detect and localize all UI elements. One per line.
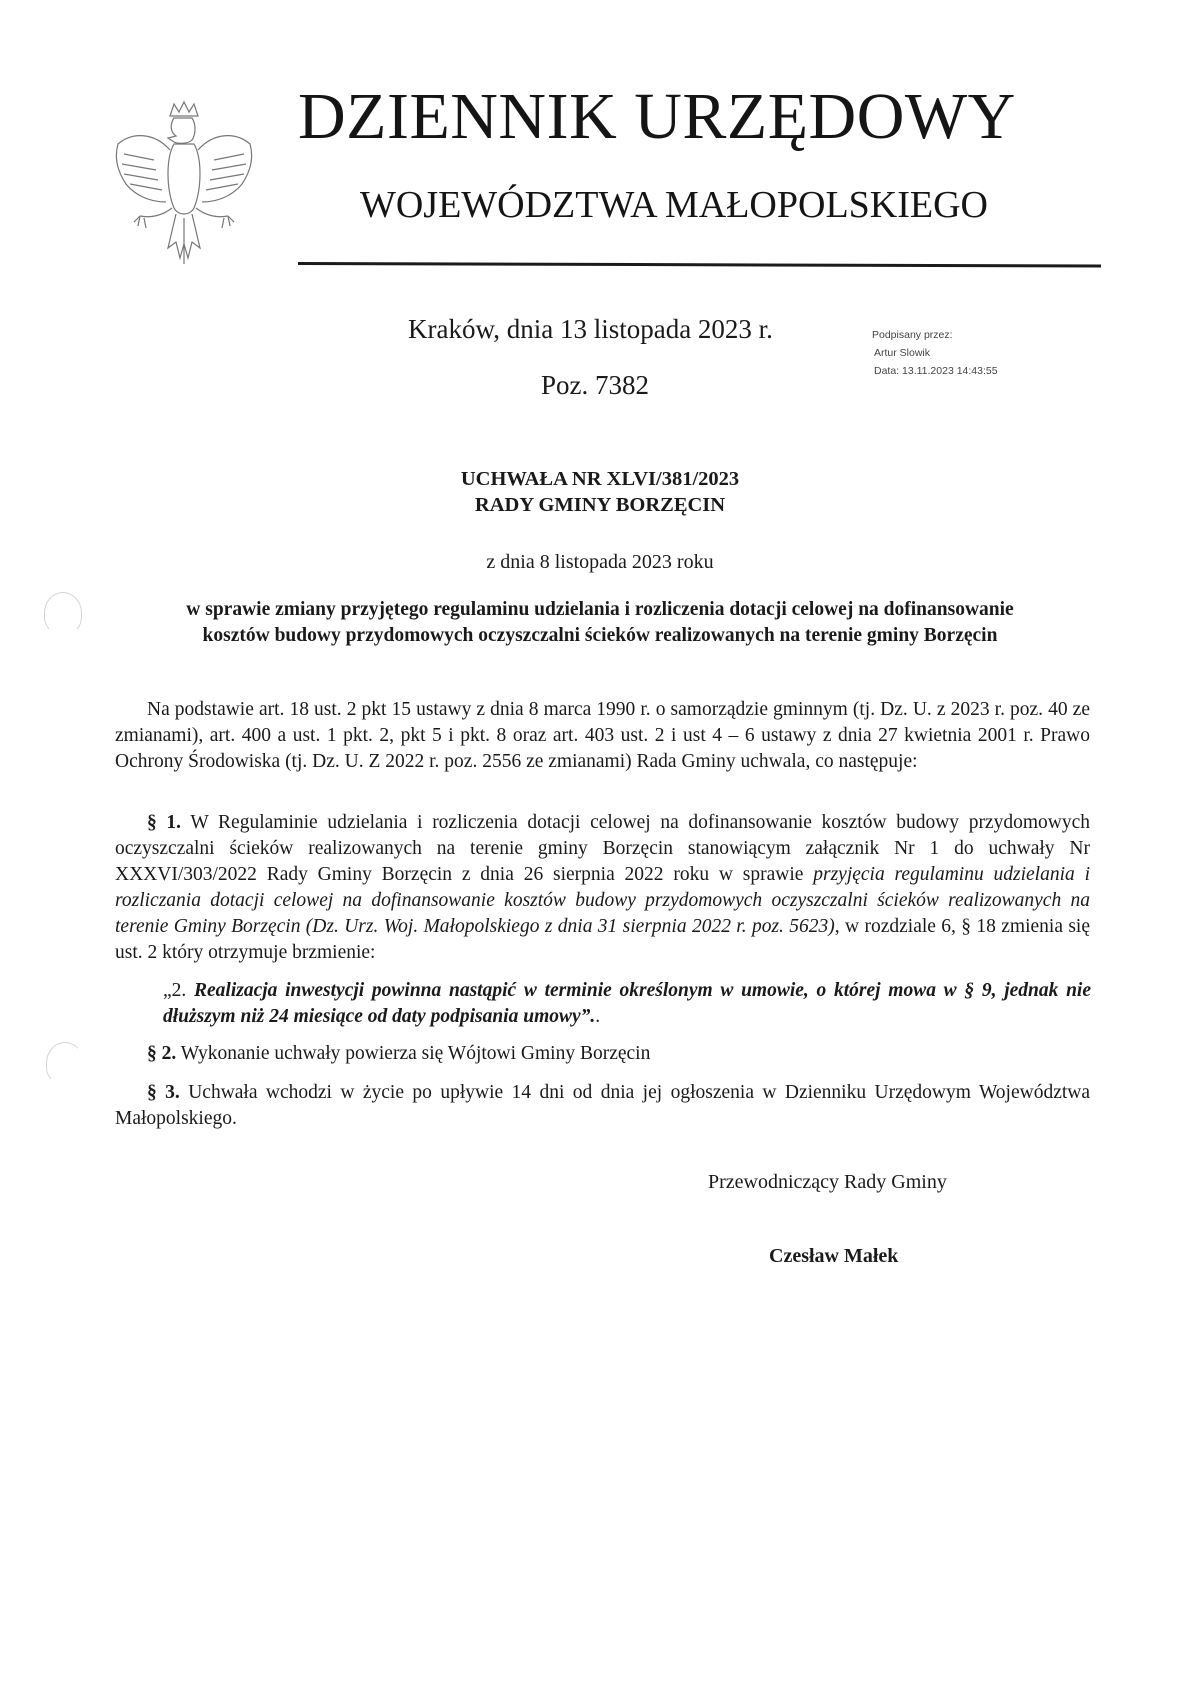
section-3-text: Uchwała wchodzi w życie po upływie 14 dni od dnia jej ogłoszenia w Dzienniku Urzędowym Województwa Małopolskiego.: [115, 1082, 1091, 1129]
section-2-text: Wykonanie uchwały powierza się Wójtowi Gminy Borzęcin: [176, 1043, 651, 1064]
section-3-mark: § 3.: [147, 1082, 180, 1103]
resolution-date: z dnia 8 listopada 2023 roku: [486, 551, 714, 573]
section-1-text: W Regulaminie udzielania i rozliczenia dotacji celowej na dofinansowanie kosztów budowy przydomowych oczyszczalni ścieków realizowanych na terenie gminy Borzęcin stanowiącym załącznik Nr 1 do uchwały Nr XXXVI/303/2022 Rady Gminy Borzęcin z dnia 26 sierpnia 2022 roku w sprawie: [115, 812, 1090, 885]
digital-signature-stamp: [872, 326, 998, 380]
journal-title: DZIENNIK URZĘDOWY: [298, 80, 1016, 153]
polish-eagle-emblem-icon: [104, 98, 264, 270]
punch-hole-mark: [46, 1042, 84, 1084]
section-1-paragraph: [115, 810, 1090, 966]
publication-place-date: Kraków, dnia 13 listopada 2023 r.: [408, 314, 773, 344]
masthead-divider: [298, 262, 1101, 268]
resolution-subject-line-2: kosztów budowy przydomowych oczyszczalni ścieków realizowanych na terenie gminy Borzęcin: [202, 625, 998, 646]
signature-date: Data: 13.11.2023 14:43:55: [874, 365, 998, 377]
amended-provision-quote: [163, 978, 1091, 1030]
quote-close: .: [595, 1006, 601, 1027]
resolution-subject: [100, 597, 1100, 649]
signatory-name: Czesław Małek: [769, 1245, 899, 1267]
publication-position: Poz. 7382: [541, 370, 649, 400]
section-2-paragraph: [115, 1041, 1090, 1067]
journal-subtitle: WOJEWÓDZTWA MAŁOPOLSKIEGO: [360, 184, 988, 226]
signatory-role: Przewodniczący Rady Gminy: [708, 1171, 947, 1193]
quote-text: Realizacja inwestycji powinna nastąpić w terminie określonym w umowie, o której mowa w § 9, jednak nie dłuższym niż 24 miesiące od daty podpisania umowy”.: [163, 980, 1091, 1027]
section-1-text-end: , w rozdziale 6, § 18 zmienia się ust. 2 który otrzymuje brzmienie:: [115, 916, 1090, 963]
resolution-heading: [0, 466, 1200, 518]
section-1-mark: § 1.: [147, 812, 182, 833]
section-3-paragraph: [115, 1080, 1090, 1132]
resolution-subject-line-1: w sprawie zmiany przyjętego regulaminu udzielania i rozliczenia dotacji celowej na dofinansowanie: [186, 599, 1014, 620]
punch-hole-mark: [44, 592, 82, 634]
signature-label: Podpisany przez:: [872, 329, 953, 341]
section-2-mark: § 2.: [147, 1043, 177, 1064]
section-1-cited-title: przyjęcia regulaminu udzielania i rozliczania dotacji celowej na dofinansowanie kosztów budowy przydomowych oczyszczalni ścieków realizowanych na terenie Gminy Borzęcin (Dz. Urz. Woj. Małopolskiego z dnia 31 sierpnia 2022 r. poz. 5623): [115, 864, 1090, 937]
resolution-number: UCHWAŁA NR XLVI/381/2023: [460, 468, 740, 490]
legal-basis-paragraph: Na podstawie art. 18 ust. 2 pkt 15 ustawy z dnia 8 marca 1990 r. o samorządzie gminnym (tj. Dz. U. z 2023 r. poz. 40 ze zmianami), art. 400 a ust. 1 pkt. 2, pkt 5 i pkt. 8 oraz art. 403 ust. 2 i ust 4 – 6 ustawy z dnia 27 kwietnia 2001 r. Prawo Ochrony Środowiska (tj. Dz. U. Z 2022 r. poz. 2556 ze zmianami) Rada Gminy uchwala, co następuje:: [115, 699, 1090, 772]
signature-signer: Artur Slowik: [874, 347, 931, 359]
resolution-issuer: RADY GMINY BORZĘCIN: [474, 494, 726, 516]
quote-open: „2.: [163, 980, 194, 1001]
